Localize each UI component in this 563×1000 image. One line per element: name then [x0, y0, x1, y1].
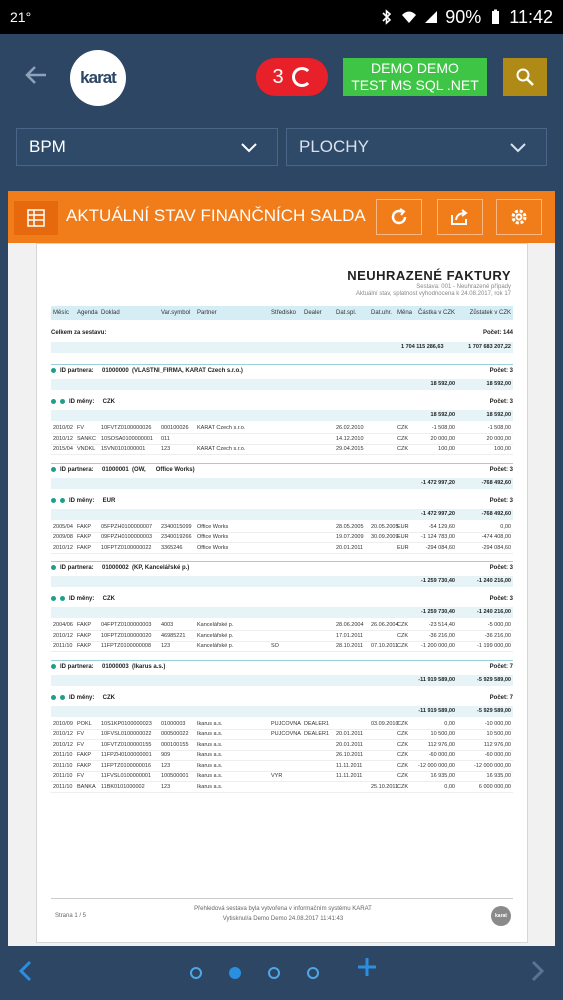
partner-sum-amount: -11 919 589,00: [418, 676, 455, 683]
group-divider: [51, 463, 513, 464]
bottom-navigation: [0, 946, 563, 1000]
settings-button[interactable]: [496, 199, 542, 235]
group-dot-icon: [51, 498, 56, 503]
report-total-text: Celkem za sestavu:: [51, 330, 107, 336]
table-cell: FAKP: [77, 534, 92, 540]
partner-id-label: ID partnera: 01000001 (OW, Office Works): [60, 466, 195, 473]
table-cell: Ikarus a.s.: [197, 752, 223, 758]
clock: 11:42: [509, 6, 553, 27]
table-cell: 16 935,00: [430, 773, 455, 779]
table-cell: -23 514,40: [428, 622, 455, 628]
table-cell: 2010/12: [53, 632, 73, 639]
column-header: Zůstatek v CZK: [469, 310, 511, 316]
table-cell: POKL: [77, 720, 92, 727]
table-cell: -54 129,60: [428, 523, 455, 530]
currency-sum-balance: -5 929 589,00: [477, 707, 511, 714]
table-cell: Kancelářské p.: [197, 622, 234, 628]
table-cell: EUR: [397, 523, 409, 530]
table-cell: 6 000 000,00: [478, 783, 511, 790]
table-cell: 0,00: [500, 523, 511, 530]
table-cell: 09FPZH0100000003: [101, 534, 153, 540]
notifications-button[interactable]: [256, 58, 328, 96]
table-cell: -36 216,00: [428, 632, 455, 639]
table-cell: 11FPZH0100000001: [101, 752, 152, 758]
table-cell: -60 000,00: [484, 752, 511, 758]
table-cell: 2011/10: [53, 773, 73, 779]
table-cell: 100500001: [161, 773, 189, 779]
table-cell: 100,00: [494, 446, 511, 452]
battery-level: 90%: [445, 6, 482, 27]
table-cell: 2009/08: [53, 534, 73, 540]
table-cell: 07.10.2011: [371, 643, 399, 649]
table-cell: Office Works: [197, 534, 229, 540]
panel-toolbar: [8, 191, 555, 243]
column-header: Dealer: [304, 310, 322, 316]
table-cell: 26.02.2010: [336, 425, 364, 431]
table-cell: 2015/04: [53, 446, 73, 452]
partner-id-label: ID partnera: 01000002 (KP, Kancelářské p.): [60, 565, 190, 572]
partner-id-label: ID partnera: 01000003 (Ikarus a.s.): [60, 663, 166, 670]
partner-sum: [51, 379, 513, 390]
table-cell: 46985221: [161, 632, 186, 639]
table-cell: 11FPTZ0100000016: [101, 762, 152, 769]
table-cell: DEALER1: [304, 731, 330, 737]
table-cell: 04FPTZ0100000003: [101, 622, 152, 628]
table-cell: -36 216,00: [484, 632, 511, 639]
table-cell: Ikarus a.s.: [197, 731, 223, 737]
group-dot-icon: [51, 467, 56, 472]
table-cell: FAKP: [77, 632, 92, 639]
currency-count: Počet: 3: [489, 596, 513, 602]
table-cell: 16 935,00: [486, 773, 511, 779]
table-cell: 28.10.2011: [336, 643, 364, 649]
table-cell: 10FVTZ0100000026: [101, 425, 152, 431]
table-cell: 0,00: [444, 720, 455, 727]
chevron-left-icon[interactable]: [18, 960, 34, 982]
table-cell: 14.12.2010: [336, 435, 364, 442]
table-cell: FAKP: [77, 523, 92, 530]
column-header: Dat.uhr.: [371, 310, 393, 316]
group-divider: [51, 364, 513, 365]
table-cell: 26.10.2011: [336, 752, 364, 758]
currency-id-label: ID měny: CZK: [69, 694, 116, 701]
currency-sum-amount: -1 259 730,40: [421, 609, 455, 615]
chevron-right-icon[interactable]: [529, 960, 545, 982]
table-cell: 3365246: [161, 544, 183, 551]
report-total-sum2: 1 707 683 207,22: [468, 344, 511, 350]
table-cell: 28.05.2005: [336, 523, 364, 530]
column-header: Středisko: [271, 310, 297, 316]
currency-count: Počet: 3: [489, 399, 513, 405]
table-cell: 20.05.2005: [371, 523, 399, 530]
page-dot-4[interactable]: [307, 967, 319, 979]
currency-sum-amount: -11 919 589,00: [418, 707, 455, 714]
table-cell: KARAT Czech s.r.o.: [197, 446, 246, 452]
group-dot-icon: [60, 399, 65, 404]
partner-id-label: ID partnera: 01000000 (VLASTNI_FIRMA, KARAT Czech s.r.o.): [60, 368, 243, 375]
partner-sum: [51, 576, 513, 587]
table-cell: Ikarus a.s.: [197, 783, 223, 790]
currency-count: Počet: 7: [489, 694, 513, 701]
add-page-icon[interactable]: [356, 956, 378, 978]
table-cell: 100,00: [438, 446, 455, 452]
table-cell: 10FPTZ0100000022: [101, 544, 152, 551]
table-cell: 2011/10: [53, 762, 73, 769]
table-cell: -294 084,60: [481, 544, 511, 551]
demo-user-label: DEMO DEMO: [371, 60, 459, 76]
report-footer-divider: [51, 898, 513, 899]
notifications-count: 3: [272, 65, 284, 88]
table-cell: 17.01.2011: [336, 632, 364, 639]
signal-icon: [423, 9, 439, 25]
table-cell: -474 408,00: [481, 534, 511, 540]
search-button[interactable]: [503, 58, 547, 96]
demo-database-label: TEST MS SQL .NET: [351, 77, 479, 93]
table-cell: -1 199 000,00: [477, 643, 511, 649]
currency-id-label: ID měny: EUR: [69, 497, 116, 504]
table-cell: 11FPTZ0100000008: [101, 643, 152, 649]
partner-sum-balance: -1 240 216,00: [477, 578, 511, 584]
partner-count: Počet: 7: [489, 663, 513, 670]
table-cell: CZK: [397, 731, 408, 737]
table-cell: Kancelářské p.: [197, 632, 234, 639]
table-cell: CZK: [397, 643, 408, 649]
report-footer-line1: Přehledová sestava byla vytvořena v informačním systému KARAT: [194, 906, 372, 912]
partner-group-header: [51, 664, 513, 670]
table-cell: 20.01.2011: [336, 544, 364, 551]
report-subtitle-line2: Aktuální stav, splatnost vyhodnocena k 24.08.2017, rok 17: [356, 291, 511, 297]
panel-title: AKTUÁLNÍ STAV FINANČNÍCH SALDA: [66, 206, 366, 225]
report-total-label: [51, 330, 513, 336]
table-cell: 30.09.2009: [371, 534, 399, 540]
partner-sum-balance: -768 492,60: [481, 479, 511, 486]
table-cell: 2010/12: [53, 435, 73, 442]
table-cell: 10FVSL0100000022: [101, 731, 152, 737]
table-cell: 2010/12: [53, 544, 73, 551]
table-cell: CZK: [397, 720, 408, 727]
table-cell: Kancelářské p.: [197, 643, 234, 649]
karat-footer-logo: karat: [491, 906, 511, 926]
bluetooth-icon: [379, 9, 395, 25]
table-cell: 11.11.2011: [336, 773, 363, 779]
table-cell: 112 976,00: [427, 741, 455, 748]
table-cell: 2010/12: [53, 731, 73, 737]
table-cell: -12 000 000,00: [417, 762, 455, 769]
table-cell: -1 124 783,00: [421, 534, 455, 540]
module-select[interactable]: [16, 128, 278, 166]
table-cell: 4003: [161, 622, 174, 628]
report-total-sum: [51, 342, 513, 353]
table-cell: 0,00: [444, 783, 455, 790]
table-cell: 20.01.2011: [336, 741, 364, 748]
chevron-down-icon: [510, 143, 526, 153]
table-cell: 2010/02: [53, 425, 73, 431]
column-header: Partner: [197, 310, 217, 316]
table-cell: Ikarus a.s.: [197, 762, 223, 769]
table-cell: 19.07.2009: [336, 534, 364, 540]
group-dot-icon: [51, 565, 56, 570]
table-cell: FAKP: [77, 762, 92, 769]
desktop-select[interactable]: [286, 128, 547, 166]
table-cell: 2004/06: [53, 622, 73, 628]
table-cell: -1 200 000,00: [421, 643, 455, 649]
currency-group-header: [51, 596, 513, 602]
table-icon: [14, 201, 58, 235]
table-cell: 000100155: [161, 741, 189, 748]
table-cell: 10FPTZ0100000020: [101, 632, 152, 639]
desktop-select-value: PLOCHY: [299, 137, 369, 156]
page-dot-3[interactable]: [268, 967, 280, 979]
partner-count: Počet: 3: [489, 466, 513, 473]
report-footer-line2: Vytisknul/a Demo Demo 24.08.2017 11:41:43: [222, 916, 344, 922]
table-cell: BANKA: [77, 783, 96, 790]
group-divider: [51, 660, 513, 661]
currency-id-label: ID měny: CZK: [69, 399, 116, 406]
report-subtitle: [356, 284, 511, 298]
partner-group-header: [51, 565, 513, 571]
table-cell: 011: [161, 435, 170, 442]
table-cell: CZK: [397, 741, 408, 748]
group-dot-icon: [60, 596, 65, 601]
table-cell: FV: [77, 773, 85, 779]
report-footer: [37, 904, 529, 924]
table-cell: Office Works: [197, 523, 229, 530]
chevron-down-icon: [241, 143, 257, 153]
table-cell: KARAT Czech s.r.o.: [197, 425, 246, 431]
table-cell: 123: [161, 446, 171, 452]
partner-sum-balance: 18 592,00: [486, 381, 511, 387]
table-cell: VYR: [271, 773, 283, 779]
table-cell: 10 500,00: [430, 731, 455, 737]
table-cell: CZK: [397, 435, 408, 442]
table-cell: 2340015099: [161, 523, 192, 530]
table-cell: 20 000,00: [430, 435, 455, 442]
table-cell: -294 084,60: [425, 544, 455, 551]
group-dot-icon: [51, 399, 56, 404]
row-divider: [51, 651, 513, 652]
currency-sum-balance: -1 240 216,00: [477, 609, 511, 615]
table-cell: Ikarus a.s.: [197, 720, 223, 727]
currency-sum-balance: 18 592,00: [486, 412, 511, 418]
table-cell: Ikarus a.s.: [197, 741, 223, 748]
table-cell: -1 508,00: [431, 425, 455, 431]
currency-group-header: [51, 695, 513, 701]
status-bar: [0, 0, 563, 34]
column-header: Var.symbol: [161, 310, 191, 316]
report-total-count: Počet: 144: [482, 330, 513, 336]
user-database-button[interactable]: [343, 58, 487, 96]
report-title: NEUHRAZENÉ FAKTURY: [347, 268, 511, 283]
group-dot-icon: [60, 695, 65, 700]
group-dot-icon: [51, 596, 56, 601]
table-cell: -10 000,00: [484, 720, 511, 727]
table-cell: EUR: [397, 544, 409, 551]
partner-sum-balance: -5 929 589,00: [477, 676, 511, 683]
table-cell: -1 508,00: [487, 425, 511, 431]
partner-group-header: [51, 368, 513, 374]
table-cell: SANKC: [77, 435, 96, 442]
table-cell: 909: [161, 752, 171, 758]
table-cell: 2010/09: [53, 720, 73, 727]
table-cell: 28.06.2004: [336, 622, 364, 628]
group-divider: [51, 561, 513, 562]
table-cell: 2011/10: [53, 643, 73, 649]
table-cell: 2011/10: [53, 752, 73, 758]
table-cell: 26.06.2004: [371, 622, 399, 628]
table-cell: FAKP: [77, 544, 92, 551]
table-cell: FAKP: [77, 752, 92, 758]
table-cell: 2005/04: [53, 523, 73, 530]
table-cell: FAKP: [77, 622, 92, 628]
partner-count: Počet: 3: [489, 368, 513, 374]
partner-sum: [51, 478, 513, 489]
share-button[interactable]: [437, 199, 483, 235]
battery-icon: [487, 9, 503, 25]
table-cell: -12 000 000,00: [473, 762, 511, 769]
currency-id-label: ID měny: CZK: [69, 596, 116, 603]
wifi-icon: [401, 9, 417, 25]
table-cell: 123: [161, 783, 171, 790]
table-cell: FAKP: [77, 643, 92, 649]
partner-sum-amount: -1 259 730,40: [421, 578, 455, 584]
column-header: Měna: [397, 310, 413, 316]
table-cell: 20 000,00: [486, 435, 511, 442]
refresh-icon: [389, 207, 409, 227]
currency-group-header: [51, 399, 513, 405]
table-cell: SO: [271, 643, 279, 649]
table-cell: FV: [77, 425, 85, 431]
currency-group-header: [51, 498, 513, 504]
karat-logo: karat: [70, 50, 126, 106]
table-cell: 11FVSL0100000001: [101, 773, 152, 779]
back-arrow-icon[interactable]: [20, 59, 52, 91]
table-cell: VNDKL: [77, 446, 96, 452]
partner-sum-amount: -1 472 997,20: [421, 479, 455, 486]
partner-count: Počet: 3: [489, 565, 513, 571]
table-cell: CZK: [397, 632, 408, 639]
report-total-sum1: 1 704 115 286,63: [401, 344, 444, 350]
partner-sum-amount: 18 592,00: [430, 381, 455, 387]
table-cell: 000100026: [161, 425, 189, 431]
gear-icon: [509, 207, 529, 227]
table-cell: 2010/12: [53, 741, 73, 748]
group-dot-icon: [60, 498, 65, 503]
table-cell: 112 976,00: [483, 741, 511, 748]
table-cell: 15VN0101000001: [101, 446, 146, 452]
row-divider: [51, 792, 513, 793]
currency-count: Počet: 3: [489, 497, 513, 504]
table-cell: PUJCOVNA: [271, 720, 301, 727]
table-cell: CZK: [397, 752, 408, 758]
currency-sum: [51, 706, 513, 717]
table-cell: FV: [77, 741, 85, 748]
table-cell: 000500022: [161, 731, 189, 737]
table-cell: 25.10.2011: [371, 783, 399, 790]
table-cell: 11BK0101000002: [101, 783, 145, 790]
currency-sum-balance: -768 492,60: [481, 510, 511, 517]
table-cell: 05FPZH0100000007: [101, 523, 153, 530]
page-dot-2-active[interactable]: [229, 967, 241, 979]
table-cell: CZK: [397, 783, 408, 790]
currency-sum: [51, 607, 513, 618]
partner-sum: [51, 675, 513, 686]
refresh-button[interactable]: [376, 199, 422, 235]
table-cell: 2011/10: [53, 783, 73, 790]
row-divider: [51, 454, 513, 455]
table-cell: CZK: [397, 773, 408, 779]
table-cell: EUR: [397, 534, 409, 540]
group-dot-icon: [51, 664, 56, 669]
table-cell: CZK: [397, 762, 408, 769]
table-cell: 03.09.2010: [371, 720, 399, 727]
table-cell: 123: [161, 643, 171, 649]
group-dot-icon: [51, 695, 56, 700]
table-cell: 10FVTZ0100000155: [101, 741, 152, 748]
column-header: Částka v CZK: [417, 310, 455, 316]
currency-sum: [51, 410, 513, 421]
column-header: Doklad: [101, 310, 120, 316]
table-cell: Office Works: [197, 544, 229, 551]
row-divider: [51, 553, 513, 554]
table-cell: PUJCOVNA: [271, 731, 301, 737]
table-cell: 20.01.2011: [336, 731, 364, 737]
group-dot-icon: [51, 368, 56, 373]
page-number: Strana 1 / 5: [55, 913, 87, 919]
report-page[interactable]: [36, 243, 528, 943]
table-cell: 29.04.2015: [336, 446, 364, 452]
report-table-header: [51, 306, 513, 320]
table-cell: CZK: [397, 425, 408, 431]
table-cell: DEALER1: [304, 720, 330, 727]
table-cell: FV: [77, 731, 85, 737]
table-cell: -60 000,00: [428, 752, 455, 758]
report-panel: [8, 191, 555, 946]
table-cell: Ikarus a.s.: [197, 773, 223, 779]
share-icon: [450, 207, 470, 227]
module-select-value: BPM: [29, 137, 66, 156]
column-header: Dat.spl.: [336, 310, 357, 316]
table-cell: 2340019266: [161, 534, 192, 540]
temperature: 21°: [10, 9, 32, 25]
partner-group-header: [51, 467, 513, 473]
currency-sum: [51, 509, 513, 520]
currency-sum-amount: -1 472 997,20: [421, 510, 455, 517]
report-subtitle-line1: Sestava: 001 - Neuhrazené případy: [416, 284, 511, 290]
table-cell: 10SOSA0100000001: [101, 435, 153, 442]
table-cell: 123: [161, 762, 171, 769]
column-header: Měsíc: [53, 310, 70, 316]
currency-sum-amount: 18 592,00: [430, 412, 455, 418]
table-cell: 10S1KP0100000023: [101, 720, 152, 727]
table-cell: CZK: [397, 446, 408, 452]
table-cell: CZK: [397, 622, 408, 628]
table-cell: -5 000,00: [487, 622, 511, 628]
table-cell: 11.11.2011: [336, 762, 363, 769]
page-dot-1[interactable]: [190, 967, 202, 979]
column-header: Agenda: [77, 310, 98, 316]
refresh-ring-icon: [292, 67, 312, 87]
table-cell: 01000003: [161, 720, 186, 727]
search-icon: [515, 67, 535, 87]
table-cell: 10 500,00: [486, 731, 511, 737]
app-header: [0, 34, 563, 120]
